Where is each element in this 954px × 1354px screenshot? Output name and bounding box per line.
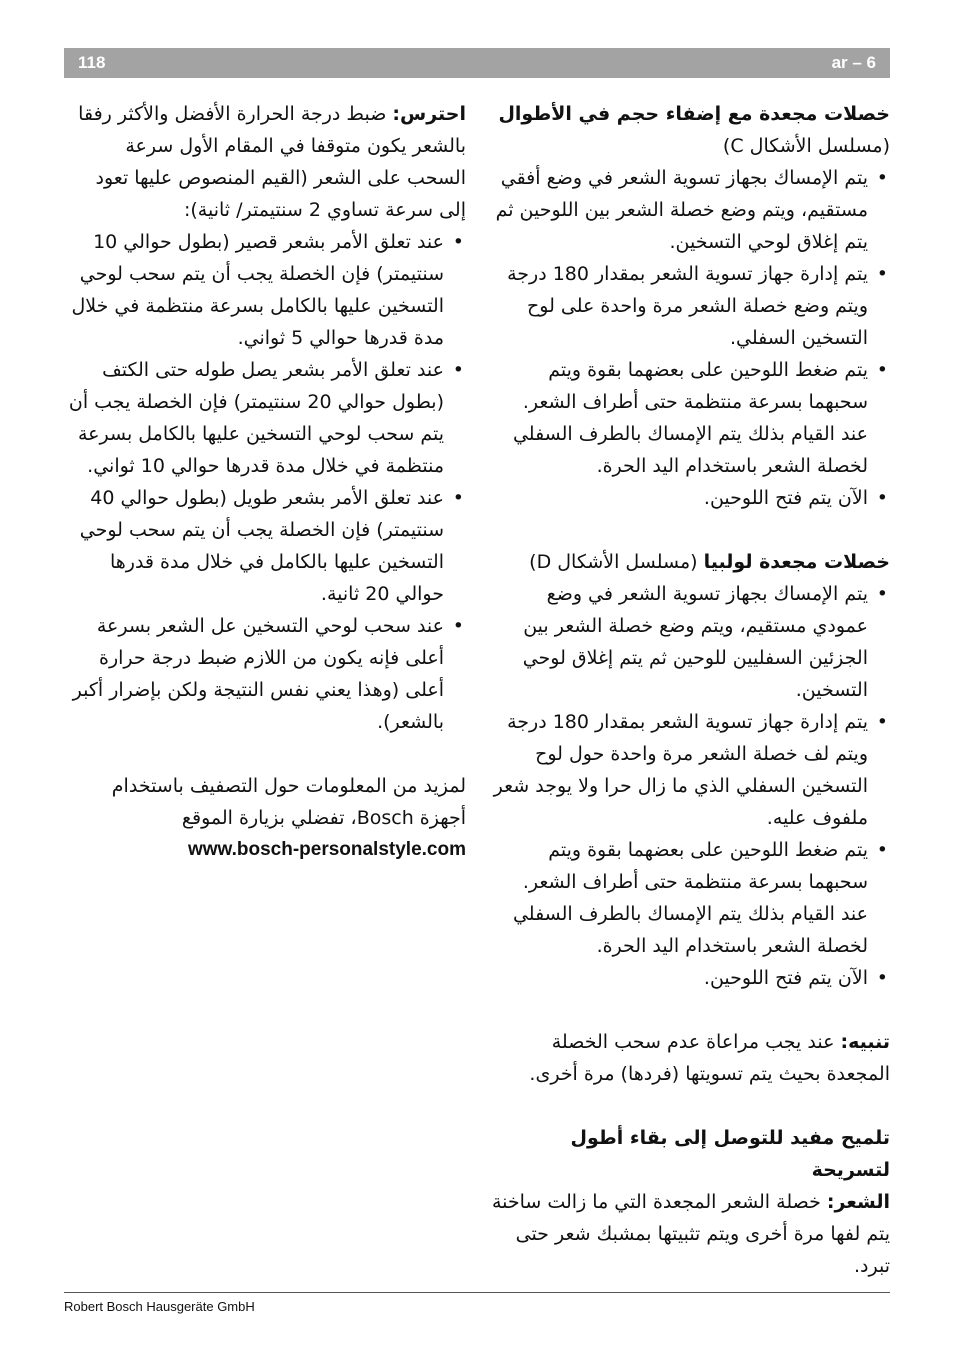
more-info-text: لمزيد من المعلومات حول التصفيف باستخدام أجهزة Bosch، تفضلي بزيارة الموقع [111,775,466,829]
section-code: ar – 6 [831,53,876,72]
tip-label: الشعر: [826,1191,890,1213]
left-column [66,98,466,866]
section-volume-curls [490,98,890,514]
list-item: • عند تعلق الأمر بشعر طويل (بطول حوالي 40 سنتيمتر) فإن الخصلة يجب أن يتم سحب لوحي التسخين عليها بالكامل في خلال مدة قدرها حوالي 20 ثانية. [66,482,466,610]
more-info-paragraph [66,770,466,866]
list-item: • الآن يتم فتح اللوحين. [490,482,890,514]
section-title-spiral-curls: خصلات مجعدة لولبيا [703,551,890,573]
footer-company-name: Robert Bosch Hausgeräte GmbH [64,1299,255,1314]
list-item: • يتم الإمساك بجهاز تسوية الشعر في وضع أفقي مستقيم، ويتم وضع خصلة الشعر بين اللوحين ثم يتم إغلاق لوحي التسخين. [490,162,890,258]
footer-divider [64,1292,890,1293]
notice-text: عند يجب مراعاة عدم سحب الخصلة المجعدة بحيث يتم تسويتها (فردها) مرة أخرى. [529,1031,890,1085]
list-item: • يتم ضغط اللوحين على بعضهما بقوة ويتم سحبهما بسرعة منتظمة حتى أطراف الشعر. عند القيام بذلك يتم الإمساك بالطرف السفلي لخصلة الشعر باستخدام اليد الحرة. [490,834,890,962]
caution-label: احترس: [392,103,466,125]
notice-paragraph [490,1026,890,1090]
speed-guidelines-list [66,226,466,738]
section-title-volume-curls: خصلات مجعدة مع إضفاء حجم في الأطوال [498,103,890,125]
list-item: • الآن يتم فتح اللوحين. [490,962,890,994]
list-item: • عند تعلق الأمر بشعر يصل طوله حتى الكتف (بطول حوالي 20 سنتيمتر) فإن الخصلة يجب أن يتم سحب لوحي التسخين عليها بالكامل بسرعة منتظمة في خلال مدة قدرها حوالي 10 ثواني. [66,354,466,482]
notice-label: تنبيه: [840,1031,890,1053]
section-subtitle-volume-curls: (مسلسل الأشكال C) [722,135,890,157]
list-item: • عند سحب لوحي التسخين عل الشعر بسرعة أعلى فإنه يكون من اللازم ضبط درجة حرارة أعلى (وهذا يعني نفس النتيجة ولكن بإضرار أكبر بالشعر). [66,610,466,738]
list-item: • يتم إدارة جهاز تسوية الشعر بمقدار 180 درجة ويتم لف خصلة الشعر مرة واحدة حول لوح التسخين السفلي الذي ما زال حرا ولا يوجد شعر ملفوف عليه. [490,706,890,834]
website-link[interactable]: www.bosch-personalstyle.com [187,839,466,860]
list-item: • عند تعلق الأمر بشعر قصير (بطول حوالي 10 سنتيمتر) فإن الخصلة يجب أن يتم سحب لوحي التسخين عليها بالكامل بسرعة منتظمة في خلال مدة قدرها حوالي 5 ثواني. [66,226,466,354]
list-item: • يتم إدارة جهاز تسوية الشعر بمقدار 180 درجة ويتم وضع خصلة الشعر مرة واحدة على لوح التسخين السفلي. [490,258,890,354]
caution-text: ضبط درجة الحرارة الأفضل والأكثر رفقا بالشعر يكون متوقفا في المقام الأول سرعة السحب على الشعر (القيم المنصوص عليها تعود إلى سرعة تساوي 2 سنتيمتر/ ثانية): [78,103,466,221]
page-header-bar [64,48,890,78]
right-column [490,98,890,1282]
page-number: 118 [78,53,106,72]
tip-paragraph [490,1122,890,1282]
steps-list-volume-curls [490,162,890,514]
section-subtitle-spiral-curls: (مسلسل الأشكال D) [529,551,698,573]
list-item: • يتم ضغط اللوحين على بعضهما بقوة ويتم سحبهما بسرعة منتظمة حتى أطراف الشعر. عند القيام بذلك يتم الإمساك بالطرف السفلي لخصلة الشعر باستخدام اليد الحرة. [490,354,890,482]
list-item: • يتم الإمساك بجهاز تسوية الشعر في وضع عمودي مستقيم، ويتم وضع خصلة الشعر بين الجزئين السفليين للوحين ثم يتم إغلاق لوحي التسخين. [490,578,890,706]
caution-paragraph [66,98,466,226]
tip-text: خصلة الشعر المجعدة التي ما زالت ساخنة يتم لفها مرة أخرى ويتم تثبيتها بمشبك شعر حتى تبرد. [491,1191,890,1277]
tip-title: تلميح مفيد للتوصل إلى بقاء أطول لتسريحة [570,1127,890,1181]
steps-list-spiral-curls [490,578,890,994]
section-spiral-curls [490,546,890,994]
